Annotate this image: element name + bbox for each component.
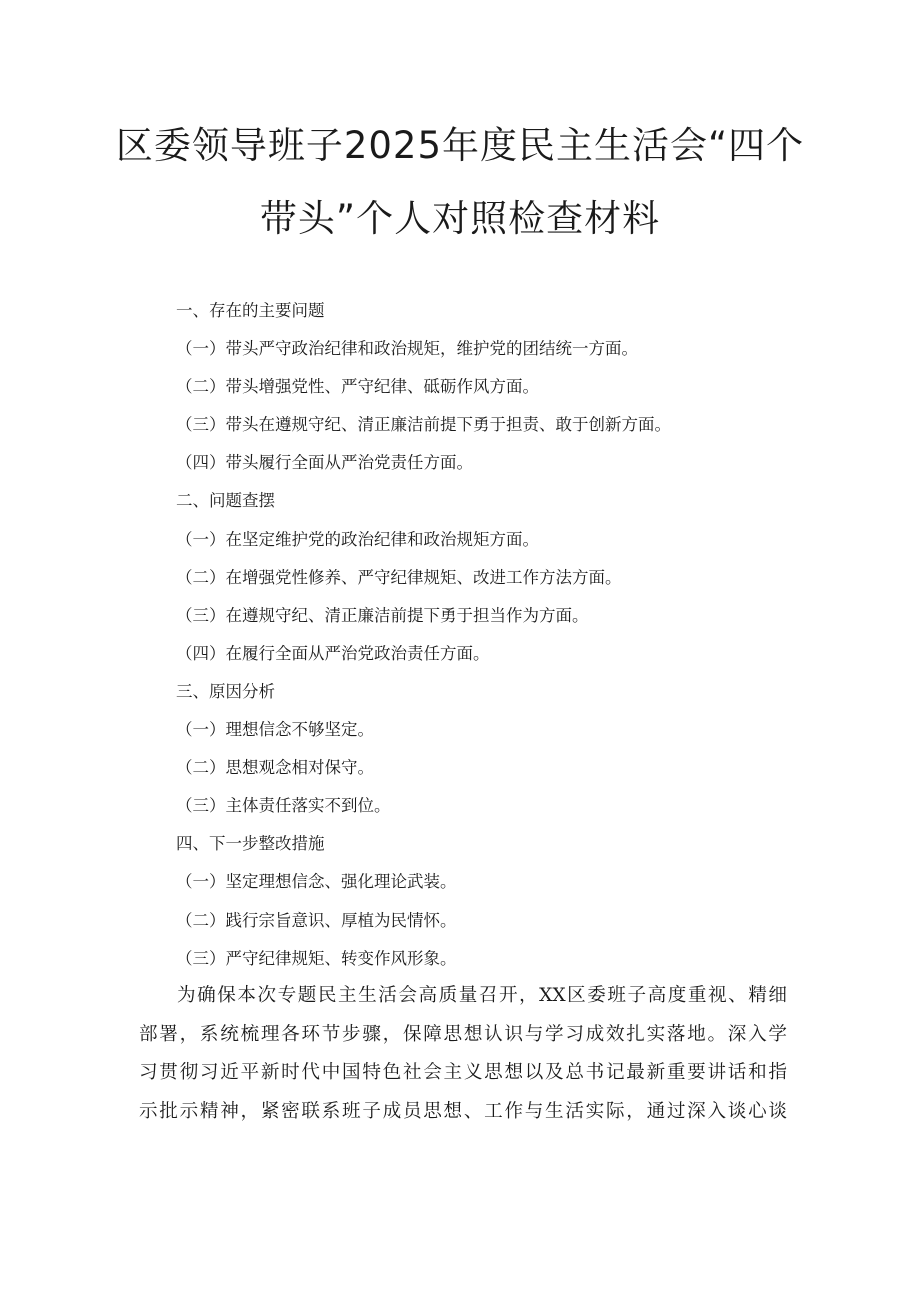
subsection-item: （一）带头严守政治纪律和政治规矩，维护党的团结统一方面。 xyxy=(176,339,638,359)
section-heading: 三、原因分析 xyxy=(176,681,275,701)
subsection-item: （四）带头履行全面从严治党责任方面。 xyxy=(176,453,473,473)
subsection-item: （三）带头在遵规守纪、清正廉洁前提下勇于担责、敢于创新方面。 xyxy=(176,415,671,435)
subsection-item: （三）严守纪律规矩、转变作风形象。 xyxy=(176,948,457,968)
subsection-item: （一）在坚定维护党的政治纪律和政治规矩方面。 xyxy=(176,529,539,549)
subsection-item: （二）思想观念相对保守。 xyxy=(176,758,374,778)
subsection-item: （三）主体责任落实不到位。 xyxy=(176,796,391,816)
subsection-item: （二）在增强党性修养、严守纪律规矩、改进工作方法方面。 xyxy=(176,567,622,587)
body-paragraph xyxy=(139,977,787,1131)
paragraph-line: 示批示精神，紧密联系班子成员思想、工作与生活实际，通过深入谈心谈 xyxy=(139,1100,787,1122)
subsection-item: （二）带头增强党性、严守纪律、砥砺作风方面。 xyxy=(176,377,539,397)
document-title-line-2: 带头”个人对照检查材料 xyxy=(259,197,661,240)
section-heading: 二、问题查摆 xyxy=(176,491,275,511)
section-heading: 一、存在的主要问题 xyxy=(176,301,325,320)
outline-list xyxy=(176,296,876,982)
subsection-item: （三）在遵规守纪、清正廉洁前提下勇于担当作为方面。 xyxy=(176,605,589,625)
subsection-item: （四）在履行全面从严治党政治责任方面。 xyxy=(176,643,490,663)
subsection-item: （一）坚定理想信念、强化理论武装。 xyxy=(176,872,457,892)
subsection-item: （一）理想信念不够坚定。 xyxy=(176,720,374,740)
section-heading: 四、下一步整改措施 xyxy=(176,834,325,854)
paragraph-line: 部署，系统梳理各环节步骤，保障思想认识与学习成效扎实落地。深入学 xyxy=(139,1023,787,1045)
document-title-line-1: 区委领导班子2025年度民主生活会“四个 xyxy=(115,124,805,167)
paragraph-line: 为确保本次专题民主生活会高质量召开，XX区委班子高度重视、精细 xyxy=(177,985,787,1006)
paragraph-line: 习贯彻习近平新时代中国特色社会主义思想以及总书记最新重要讲话和指 xyxy=(139,1062,787,1083)
subsection-item: （二）践行宗旨意识、厚植为民情怀。 xyxy=(176,910,457,930)
